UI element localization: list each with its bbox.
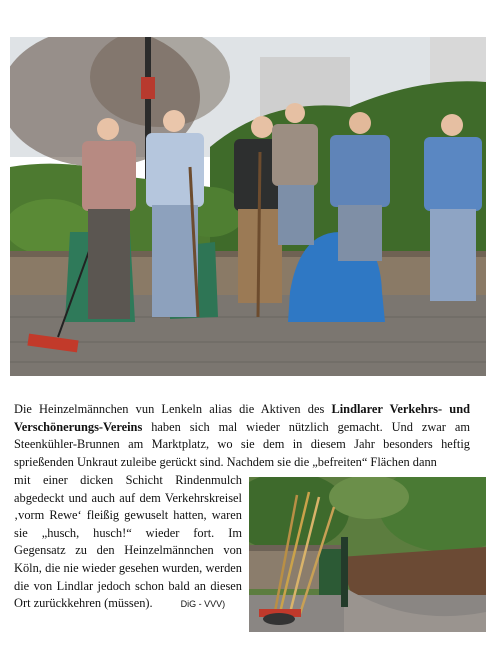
intro-text-end: haben sich mal wieder nützlich gemacht. Und zwar am Steenkühler-Brunnen am Marktplatz, wo sie dem in diesem Jahr besonders heftig sprießenden Unkraut zuleibe gerückt sind. Nachdem sie die „befreiten“ Flächen dann: [14, 419, 470, 469]
group-photo: [10, 37, 486, 376]
article-intro-paragraph: [14, 401, 470, 471]
author-signature: DiG - VVV): [180, 599, 226, 610]
garden-tools-photo: [249, 477, 486, 632]
column-text: mit einer dicken Schicht Rindenmulch abgedeckt und auch auf dem Verkehrskreisel ‚vorm Rewe‘ fleißig gewuselt hatten, waren sie „husch, husch!“ wieder fort. Im Gegensatz zu den Heinzelmännchen von Köln, die nie wieder gesehen wurden, werden die von Lindlar jedoch schon bald an diesen Ort zurückkehren (müssen).: [14, 473, 242, 611]
intro-text-start: Die Heinzelmännchen vun Lenkeln alias die Aktiven des: [14, 402, 332, 416]
article-column-paragraph: [14, 472, 242, 614]
association-name: Lindlarer Verkehrs- und Verschönerungs-Vereins: [14, 402, 470, 434]
